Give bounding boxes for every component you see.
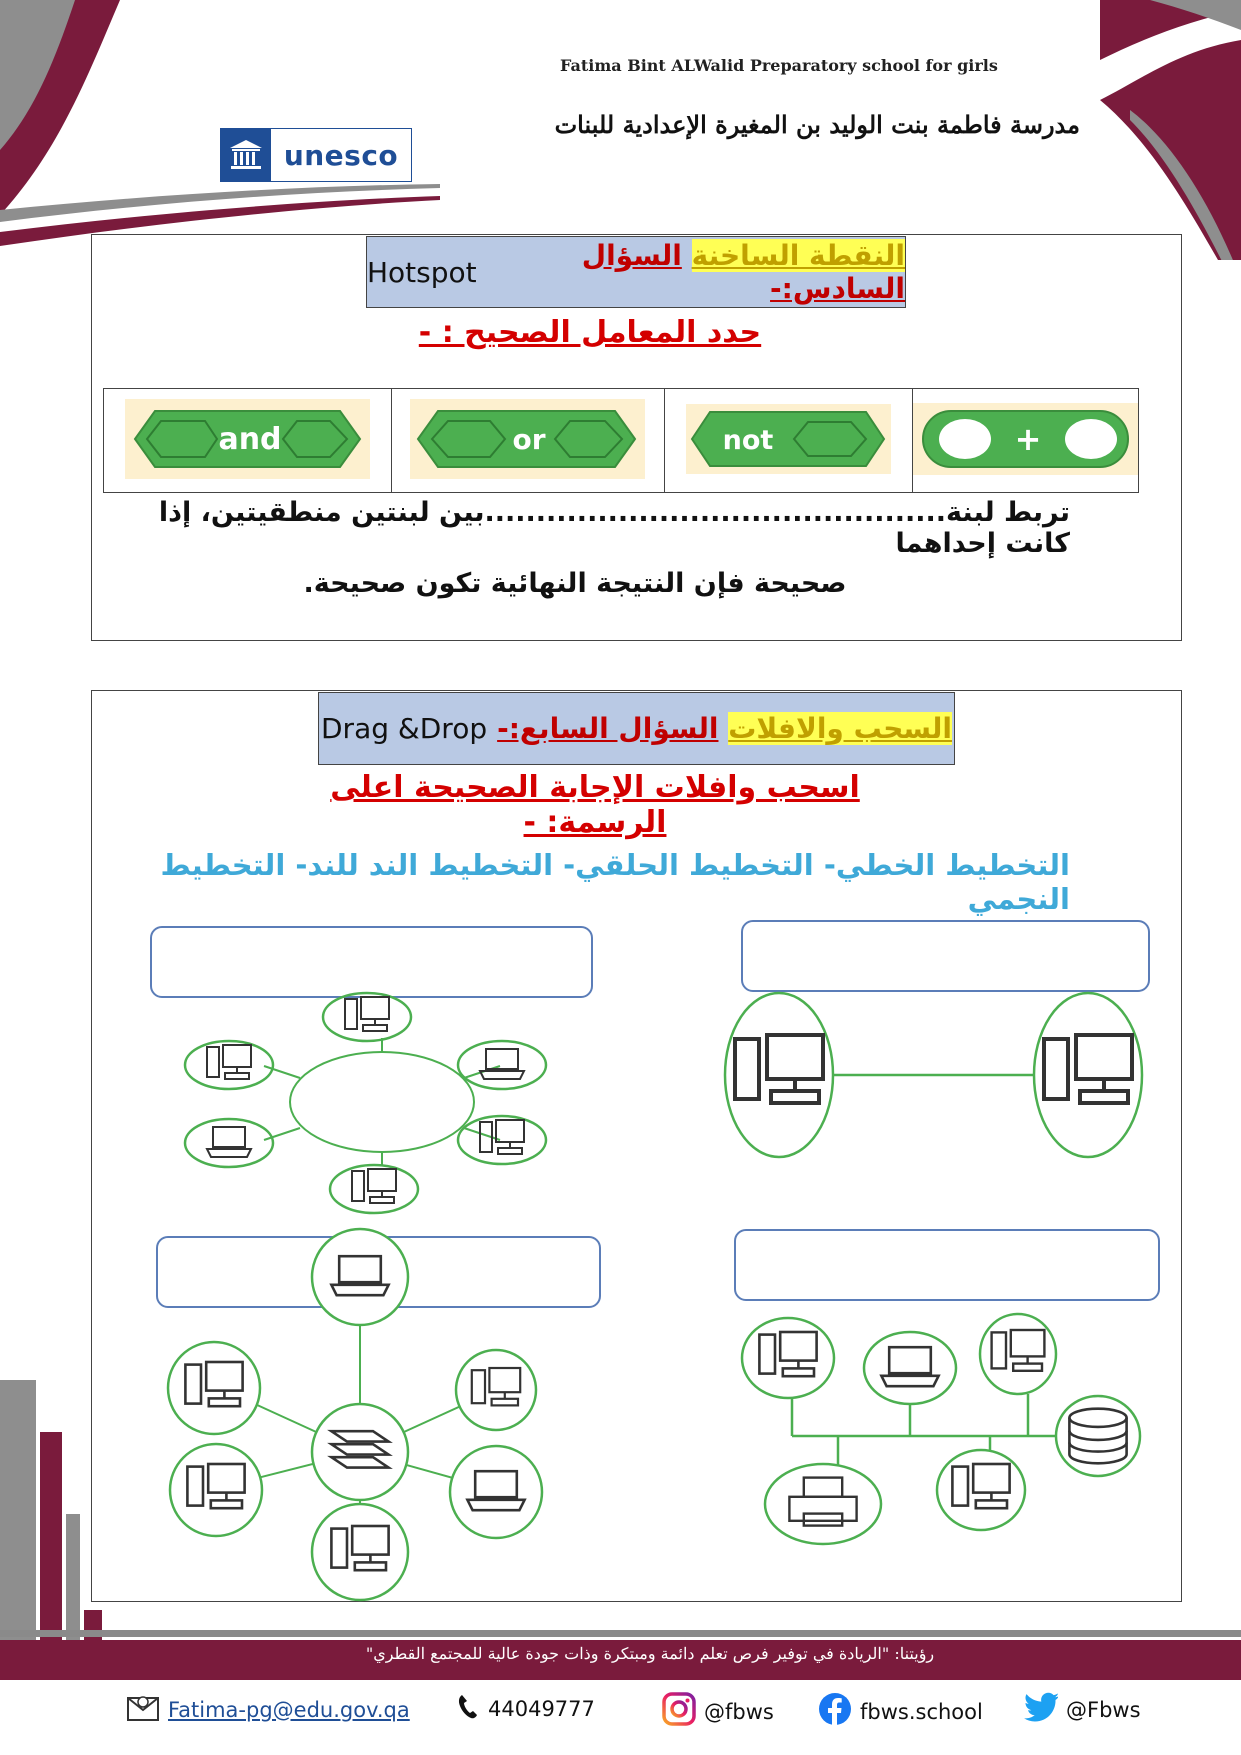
drop-box-top-right[interactable] [741,920,1150,992]
bus-topology-diagram [742,1314,1140,1544]
school-name-arabic: مدرسة فاطمة بنت الوليد بن المغيرة الإعدادية للبنات [554,110,1080,139]
contact-phone[interactable] [456,1692,595,1725]
or-label: or [512,422,547,456]
twitter-icon [1024,1692,1058,1727]
question-7-number: السؤال السابع:- [497,712,719,745]
twitter-text: @Fbws [1066,1697,1141,1722]
contact-instagram[interactable] [662,1692,774,1731]
footer-stripe [0,1630,1241,1637]
and-block-cell[interactable] [104,389,392,493]
school-name-english: Fatima Bint ALWalid Preparatory school for girls [560,56,998,75]
question-6-instruction: حدد المعامل الصحيح : - [418,315,762,350]
facebook-icon [818,1692,852,1731]
facebook-text: fbws.school [860,1699,983,1724]
question-7-title [318,692,955,765]
plus-label: + [1014,419,1042,458]
left-decoration [0,1380,110,1640]
or-block[interactable] [410,399,645,479]
not-block-cell[interactable] [665,389,913,493]
question-6-title [366,236,906,308]
temple-icon [221,129,271,181]
phone-icon [456,1692,480,1725]
not-label: not [722,424,774,456]
question-7-instruction: اسحب وافلات الإجابة الصحيحة اعلى الرسمة: - [330,770,860,840]
drop-box-top-left[interactable] [150,926,593,998]
question-6-type: النقطة الساخنة [691,239,905,272]
question-7-title-en: Drag &Drop [321,712,488,745]
plus-block[interactable] [913,403,1138,475]
instagram-text: @fbws [704,1699,774,1724]
email-text[interactable]: Fatima-pg@edu.gov.qa [168,1697,410,1722]
question-6-statement-line2: صحيحة فإن النتيجة النهائية تكون صحيحة. [303,568,847,599]
contact-email[interactable] [126,1692,410,1727]
question-6-title-en: Hotspot [367,255,477,289]
contact-facebook[interactable] [818,1692,983,1731]
phone-text: 44049777 [488,1696,595,1721]
and-label: and [218,421,282,457]
question-6-statement-line1: تربط لبنة.............................................بين لبنتين منطقيتين، إذا كانت إحداهما [158,497,1070,559]
not-block[interactable] [686,404,891,474]
plus-block-cell[interactable] [913,389,1139,493]
topology-options[interactable]: التخطيط الخطي- التخطيط الحلقي- التخطيط الند للند- التخطيط النجمي [160,848,1070,916]
instagram-icon [662,1692,696,1731]
network-diagrams [0,990,1241,1610]
and-block[interactable] [125,399,370,479]
unesco-logo [220,128,412,182]
contact-twitter[interactable] [1024,1692,1141,1727]
question-6-number: السؤال السادس:- [581,239,905,305]
operator-blocks-table [103,388,1139,493]
logo-text: unesco [283,138,399,172]
vision-statement: رؤيتنا: "الريادة في توفير فرص تعلم دائمة ومبتكرة وذات جودة عالية للمجتمع القطري" [365,1644,935,1663]
email-icon [126,1692,160,1727]
question-7-type: السحب والافلات [728,712,952,745]
ring-topology-diagram [185,993,546,1213]
or-block-cell[interactable] [391,389,664,493]
star-topology-diagram [168,1229,542,1600]
peer-to-peer-diagram [725,993,1142,1157]
